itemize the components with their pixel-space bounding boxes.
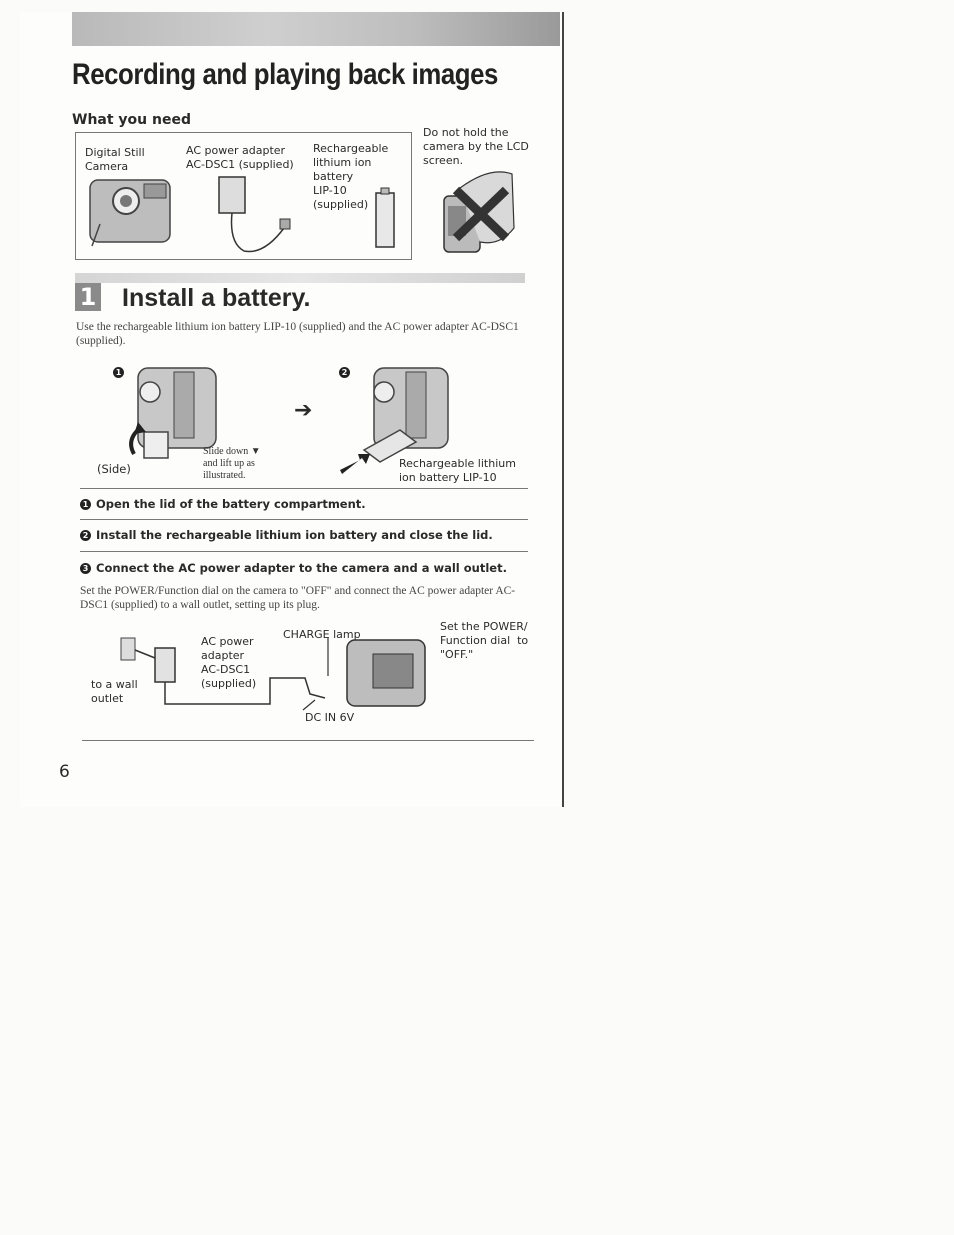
section-title: Install a battery. xyxy=(122,284,311,312)
dc-in-label: DC IN 6V xyxy=(305,711,355,724)
section-intro: Use the rechargeable lithium ion battery LIP-10 (supplied) and the AC power adapter AC-DSC1 (supplied). xyxy=(76,321,519,347)
connection-diagram xyxy=(115,628,445,718)
adapter-label: AC power adapter AC-DSC1 (supplied) xyxy=(201,635,257,690)
step-1: 1 Open the lid of the battery compartment. xyxy=(80,497,366,511)
battery-illustration xyxy=(372,185,402,250)
wall-outlet-label: to a wall outlet xyxy=(91,678,138,705)
arrow-right-icon: ➔ xyxy=(294,398,313,423)
step-3: 3 Connect the AC power adapter to the camera and a wall outlet. xyxy=(80,561,507,575)
divider xyxy=(80,551,528,552)
header-band xyxy=(72,12,560,46)
step-2: 2 Install the rechargeable lithium ion battery and close the lid. xyxy=(80,528,493,542)
slide-note: Slide down ▼ and lift up as illustrated. xyxy=(203,446,261,481)
item-adapter-label: AC power adapter AC-DSC1 (supplied) xyxy=(186,144,294,171)
section-number-badge: 1 xyxy=(75,283,101,311)
divider xyxy=(80,519,528,520)
page-number: 6 xyxy=(59,762,70,782)
charge-lamp-label: CHARGE lamp xyxy=(283,628,361,641)
divider xyxy=(82,740,534,741)
figure-2-battery-label: Rechargeable lithium ion battery LIP-10 xyxy=(399,457,516,484)
do-not-hold-illustration xyxy=(440,168,520,258)
figure-1-marker: 1 xyxy=(113,362,129,381)
camera-illustration xyxy=(86,176,176,254)
lcd-warning-text: Do not hold the camera by the LCD screen. xyxy=(423,126,529,167)
what-you-need-heading: What you need xyxy=(72,112,191,128)
power-dial-label: Set the POWER/ Function dial to "OFF." xyxy=(440,620,529,661)
side-label: (Side) xyxy=(97,462,131,476)
item-battery-label: Rechargeable lithium ion battery LIP-10 (supplied) xyxy=(313,142,389,211)
step-3-detail: Set the POWER/Function dial on the camera to "OFF" and connect the AC power adapter AC-DSC1 (supplied) to a wall outlet, setting up its plug. xyxy=(80,585,516,611)
page-title: Recording and playing back images xyxy=(72,58,498,91)
section-divider-bar xyxy=(75,273,525,283)
item-camera-label: Digital Still Camera xyxy=(85,146,145,173)
ac-adapter-illustration xyxy=(214,173,294,255)
divider xyxy=(80,488,528,489)
figure-2-marker: 2 xyxy=(339,362,355,381)
